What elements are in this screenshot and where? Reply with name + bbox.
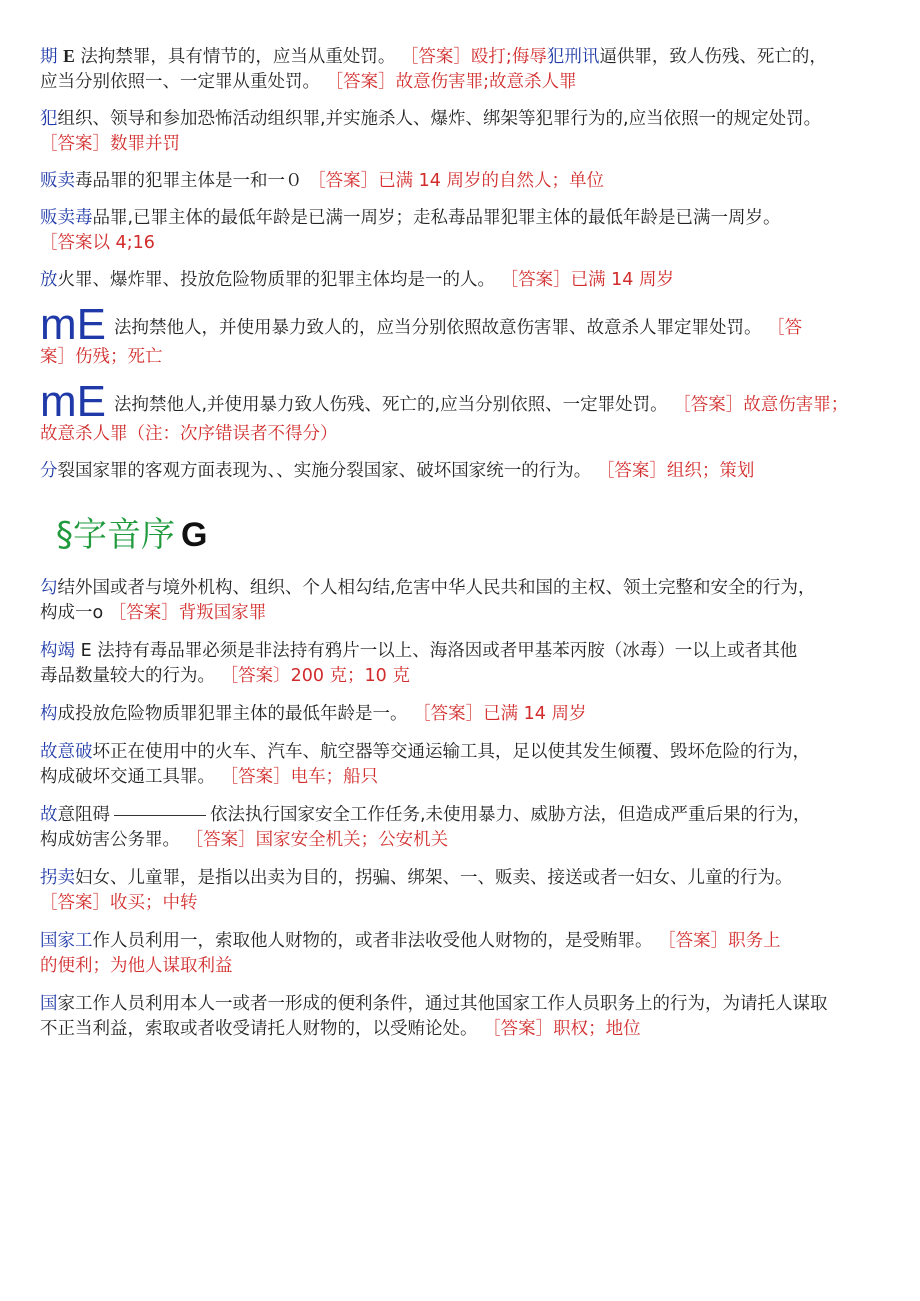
question-line [40,702,906,727]
answer-text-continued: 案］伤残；死亡 [40,347,163,367]
question-text: 意阻碍 [57,805,110,825]
question-lead: 构 [40,704,58,724]
answer-text: ［答案］收买；中转 [40,893,198,913]
answer-text: ［答案］已满 14 周岁的自然人；单位 [308,171,604,191]
question-line [40,803,906,853]
question-text: 结外国或者与境外机构、组织、个人相勾结,危害中华人民共和国的主权、领土完整和安全的行为， [57,578,816,598]
question-text: 毒品罪的犯罪主体是一和一０ [75,171,303,191]
question-line [40,268,906,293]
question-lead: 贩卖 [40,171,75,191]
question-text: 品罪,已罪主体的最低年龄是已满一周岁；走私毒品罪犯罪主体的最低年龄是已满一周岁。 [92,208,781,228]
question-text: 组织、领导和参加恐怖活动组织罪,并实施杀人、爆炸、绑架等犯罪行为的,应当依照一的规定处罚。 [57,109,822,129]
question-lead: 国家工 [40,931,93,951]
question-line [40,740,906,790]
answer-text: ［答案］职务上 [658,931,781,951]
question-text-line2: 不正当利益，索取或者收受请托人财物的，以受贿论处。 [40,1019,478,1039]
answer-text: ［答案］殴打;侮辱 [400,47,547,67]
answer-text: ［答案］已满 14 周岁 [500,270,674,290]
question-text-line2: 构成一o [40,603,104,623]
question-text: 火罪、爆炸罪、投放危险物质罪的犯罪主体均是一的人。 [57,270,495,290]
answer-text: ［答案〕200 克；10 克 [220,666,410,686]
question-text: 坏正在使用中的火车、汽车、航空器等交通运输工具，足以使其发生倾覆、毁坏危险的行为， [92,742,810,762]
question-text: 家工作人员利用本人一或者一形成的便利条件，通过其他国家工作人员职务上的行为，为请托人谋取 [57,994,828,1014]
question-lead: 贩卖毒 [40,208,93,228]
answer-text: ［答案］国家安全机关；公安机关 [185,830,449,850]
question-lead: 国 [40,994,58,1014]
question-lead: 故 [40,805,58,825]
question-lead: 构竭 [40,641,75,661]
question-lead-large: mE [40,300,106,349]
question-line [40,107,906,157]
question-lead-large: mE [40,377,106,426]
answer-text: ［答案］数罪并罚 [40,134,180,154]
question-text: 法拘禁他人，并使用暴力致人的，应当分别依照故意伤害罪、故意杀人罪定罪处罚。 [114,318,762,338]
question-text-line2: 构成破坏交通工具罪。 [40,767,215,787]
question-line [40,206,906,256]
question-text: 作人员利用一，索取他人财物的，或者非法收受他人财物的，是受贿罪。 [92,931,653,951]
section-heading-text: §字音序 [56,515,175,555]
answer-text: ［答案］组织；策划 [596,461,755,481]
answer-text: ［答 [767,318,803,338]
answer-text: ［答案］电车；船只 [220,767,379,787]
question-text-line2: 构成妨害公务罪。 [40,830,180,850]
answer-text: ［答案］背叛国家罪 [108,603,267,623]
question-text: 妇女、儿童罪，是指以出卖为目的，拐骗、绑架、一、贩卖、接送或者一妇女、儿童的行为。 [75,868,793,888]
question-line [40,44,906,95]
answer-text: ［答案］故意伤害罪;故意杀人罪 [325,72,577,92]
question-lead-letter: E [63,46,75,66]
answer-text-continued: 的便利；为他人谋取利益 [40,956,233,976]
question-line [40,576,906,626]
answer-text: ［答案］故意伤害罪； [673,395,849,415]
question-text: 裂国家罪的客观方面表现为、、实施分裂国家、破坏国家统一的行为。 [57,461,592,481]
question-text: 法拘禁罪，具有情节的，应当从重处罚。 [80,47,396,67]
document-page [40,44,906,1055]
section-heading [56,512,906,558]
question-line [40,929,906,979]
question-line [40,459,906,484]
question-lead: 拐卖 [40,868,75,888]
question-text: E 法持有毒品罪必须是非法持有鸦片一以上、海洛因或者甲基苯丙胺（冰毒）一以上或者其他 [80,641,798,661]
question-lead: 期 [40,47,58,67]
question-line [40,169,906,194]
question-text-continued: 依法执行国家安全工作任务,未使用暴力、威胁方法，但造成严重后果的行为， [210,805,811,825]
question-lead-inline: 犯刑讯 [546,47,600,67]
question-lead: 犯 [40,109,58,129]
answer-text-continued: 故意杀人罪（注：次序错误者不得分） [40,424,338,444]
question-line [40,866,906,916]
question-line [40,639,906,689]
answer-text: ［答案］职权；地位 [483,1019,641,1039]
question-line [40,300,906,370]
question-text: 法拘禁他人,并使用暴力致人伤残、死亡的,应当分别依照、一定罪处罚。 [114,395,668,415]
question-text-line2: 应当分别依照一、一定罪从重处罚。 [40,72,320,92]
question-text: 成投放危险物质罪犯罪主体的最低年龄是一。 [57,704,408,724]
question-lead: 故意破 [40,742,93,762]
question-lead: 勾 [40,578,58,598]
question-line [40,377,906,447]
fill-in-blank [114,815,206,816]
question-line [40,992,906,1042]
answer-text: ［答案］已满 14 周岁 [413,704,587,724]
question-lead: 分 [40,461,58,481]
section-heading-letter: G [181,516,208,554]
answer-text: ［答案以 4;16 [40,233,155,253]
question-lead: 放 [40,270,58,290]
question-text-line2: 毒品数量较大的行为。 [40,666,215,686]
question-text-continued: 逼供罪，致人伤残、死亡的， [599,47,827,67]
